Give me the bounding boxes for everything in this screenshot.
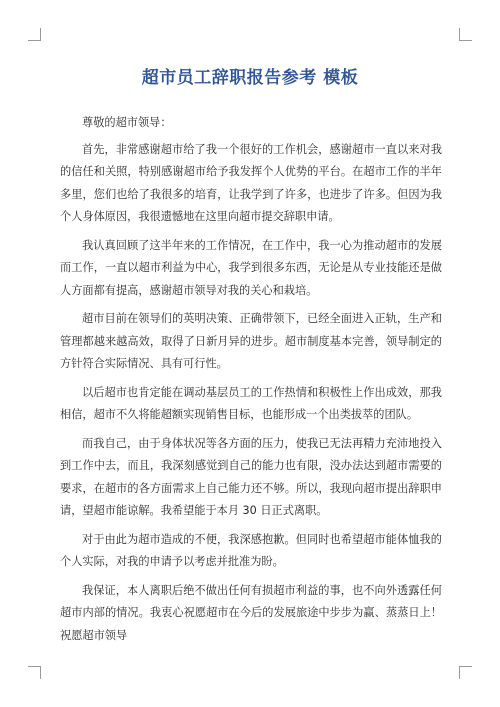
document-body xyxy=(60,112,442,653)
crop-mark-bottom-left xyxy=(28,666,41,679)
paragraph-2: 我认真回顾了这半年来的工作情况，在工作中，我一心为推动超市的发展而工作，一直以超市利益为中心，我学到很多东西，无论是从专业技能还是做人方面都有提高，感谢超市领导对我的关心和栽培。 xyxy=(60,238,442,297)
crop-mark-top-left xyxy=(28,28,41,41)
paragraph-1: 首先，非常感谢超市给了我一个很好的工作机会，感谢超市一直以来对我的信任和关照，特别感谢超市给予我发挥个人优势的平台。在超市工作的半年多里，您们也给了我很多的培育，让我学到了许多，也进步了许多。但因为我个人身体原因，我很遗憾地在这里向超市提交辞职申请。 xyxy=(60,142,442,223)
paragraph-5: 而我自己，由于身体状况等各方面的压力，使我已无法再精力充沛地投入到工作中去，而且，我深刻感觉到自己的能力也有限，没办法达到超市需要的要求，在超市的各方面需求上自己能力还不够。所以，我现向超市提出辞职申请，望超市能谅解。我希望能于本月 30 日正式离职。 xyxy=(60,436,442,517)
salutation: 尊敬的超市领导： xyxy=(82,116,172,129)
crop-mark-top-right xyxy=(459,28,472,41)
paragraph-3: 超市目前在领导们的英明决策、正确带领下，已经全面进入正轨，生产和管理都越来越高效，取得了日新月异的进步。超市制度基本完善，领导制定的方针符合实际情况、具有可行性。 xyxy=(60,312,442,370)
document-title: 超市员工辞职报告参考 模板 xyxy=(141,68,359,88)
paragraph-4: 以后超市也肯定能在调动基层员工的工作热情和积极性上作出成效，那我相信，超市不久将能超额实现销售目标，也能形成一个出类拔萃的团队。 xyxy=(60,385,442,421)
paragraph-7: 我保证，本人离职后绝不做出任何有损超市利益的事，也不向外透露任何超市内部的情况。我衷心祝愿超市在今后的发展旅途中步步为赢、蒸蒸日上！祝愿超市领导 xyxy=(60,583,442,642)
paragraph-6: 对于由此为超市造成的不便，我深感抱歉。但同时也希望超市能体恤我的个人实际，对我的申请予以考虑并批准为盼。 xyxy=(60,532,442,568)
crop-mark-bottom-right xyxy=(459,666,472,679)
